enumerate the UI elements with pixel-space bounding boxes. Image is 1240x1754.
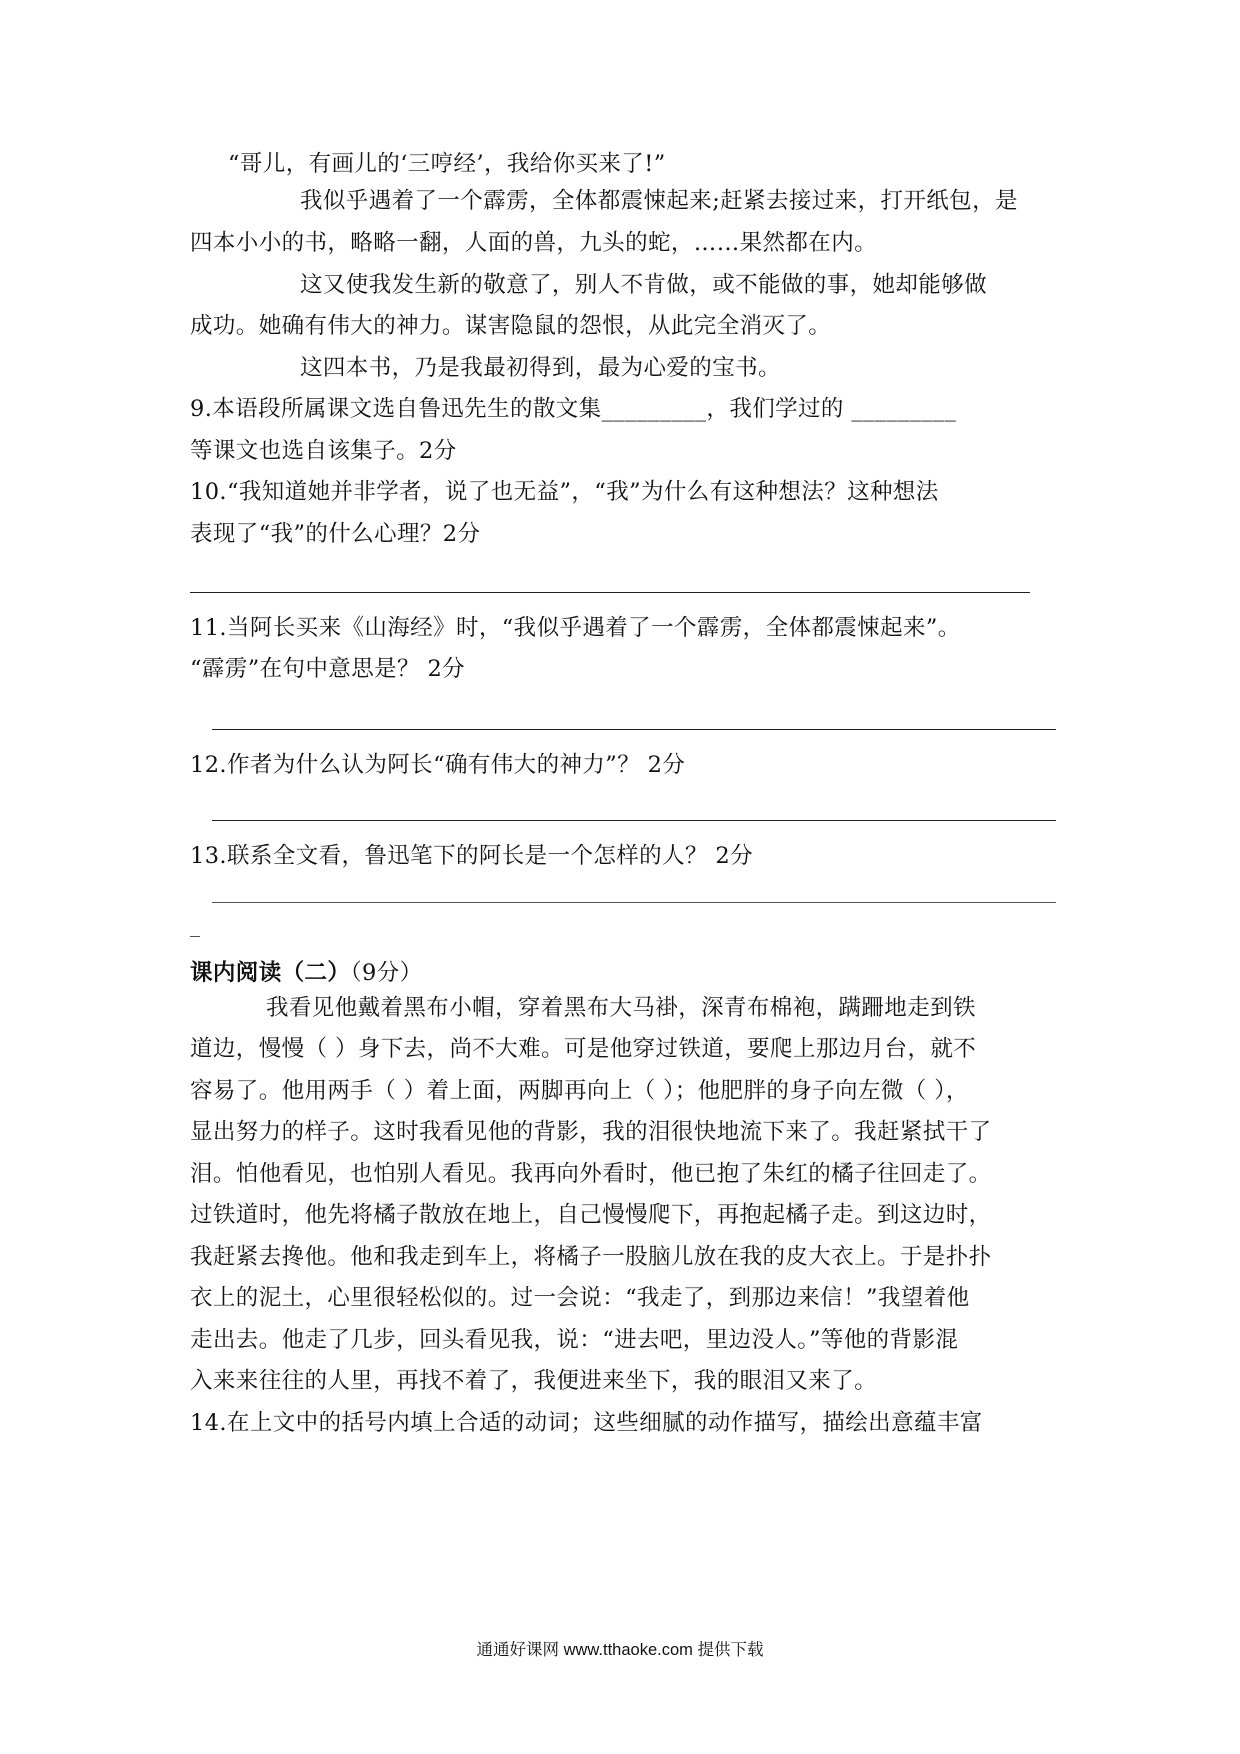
answer-line-12[interactable] [212,820,1056,821]
passage2-line-7: 我赶紧去搀他。他和我走到车上，将橘子一股脑儿放在我的皮大衣上。于是扑扑 [190,1244,992,1270]
passage1-line-5: 成功。她确有伟大的神力。谋害隐鼠的怨恨，从此完全消灭了。 [190,313,832,339]
passage2-line-10: 入来来往往的人里，再找不着了，我便进来坐下，我的眼泪又来了。 [190,1368,878,1394]
passage1-line-4: 这又使我发生新的敬意了，别人不肯做，或不能做的事，她却能够做 [300,272,988,298]
question-12: 12.作者为什么认为阿长“确有伟大的神力”？ 2分 [190,752,686,778]
passage1-line-6: 这四本书，乃是我最初得到，最为心爱的宝书。 [300,355,781,381]
answer-line-10[interactable] [190,592,1030,593]
passage1-line-2: 我似乎遇着了一个霹雳，全体都震悚起来;赶紧去接过来，打开纸包，是 [300,188,1018,214]
passage2-line-4: 显出努力的样子。这时我看见他的背影，我的泪很快地流下来了。我赶紧拭干了 [190,1119,992,1145]
answer-line-13-overflow [190,936,200,937]
section-2-score: （9分） [350,960,423,986]
question-9-line-1: 9.本语段所属课文选自鲁迅先生的散文集_________，我们学过的 _________ [190,396,957,422]
question-10-line-2: 表现了“我”的什么心理？2分 [190,521,481,547]
answer-line-11[interactable] [212,729,1056,730]
question-10-line-1: 10.“我知道她并非学者，说了也无益”，“我”为什么有这种想法？这种想法 [190,479,939,505]
question-13: 13.联系全文看，鲁迅笔下的阿长是一个怎样的人？ 2分 [190,843,754,869]
passage2-line-1: 我看见他戴着黑布小帽，穿着黑布大马褂，深青布棉袍，蹒跚地走到铁 [266,995,976,1021]
question-11-line-2: “霹雳”在句中意思是？ 2分 [190,656,466,682]
passage1-line-1: “哥儿，有画儿的‘三哼经’，我给你买来了!” [228,151,666,177]
passage2-line-6: 过铁道时，他先将橘子散放在地上，自己慢慢爬下，再抱起橘子走。到这边时， [190,1202,992,1228]
question-9-line-2: 等课文也选自该集子。2分 [190,438,457,464]
passage2-line-3: 容易了。他用两手（ ）着上面，两脚再向上（ ）；他肥胖的身子向左微（ ）， [190,1078,969,1104]
passage1-line-3: 四本小小的书，略略一翻，人面的兽，九头的蛇，……果然都在内。 [190,230,878,256]
section-2-heading [190,958,422,988]
section-2-title: 课内阅读（二） [190,960,351,986]
passage2-line-2: 道边，慢慢（ ）身下去，尚不大难。可是他穿过铁道，要爬上那边月台，就不 [190,1036,977,1062]
passage2-line-9: 走出去。他走了几步，回头看见我，说：“进去吧，里边没人。”等他的背影混 [190,1327,959,1353]
page-footer: 通通好课网 www.tthaoke.com 提供下载 [476,1641,764,1659]
answer-line-13[interactable] [212,902,1056,903]
passage2-line-5: 泪。怕他看见，也怕别人看见。我再向外看时，他已抱了朱红的橘子往回走了。 [190,1161,992,1187]
question-11-line-1: 11.当阿长买来《山海经》时，“我似乎遇着了一个霹雳，全体都震悚起来”。 [190,615,961,641]
question-14: 14.在上文中的括号内填上合适的动词；这些细腻的动作描写，描绘出意蕴丰富 [190,1410,983,1436]
passage2-line-8: 衣上的泥土，心里很轻松似的。过一会说：“我走了，到那边来信！”我望着他 [190,1285,970,1311]
